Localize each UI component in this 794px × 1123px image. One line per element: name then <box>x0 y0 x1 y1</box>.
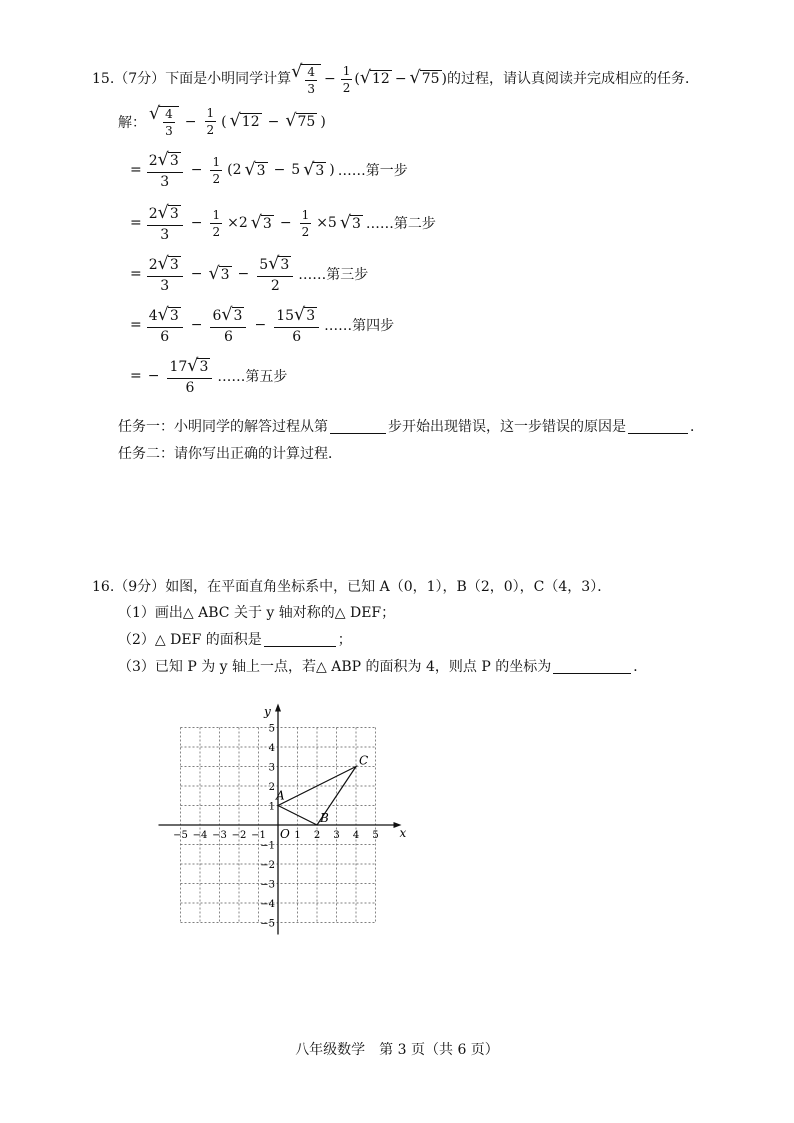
q15-solution-label: 解： <box>118 114 146 131</box>
q16-part-1: （1）画出△ ABC 关于 y 轴对称的△ DEF； <box>118 605 396 621</box>
q15-step-3: = 2 √ 3 3 − √ 3 − 5 √ 3 2 ……第三步 <box>130 254 369 294</box>
y-tick-label: 1 <box>268 801 275 813</box>
q15-step-3-label: ……第三步 <box>298 267 369 284</box>
y-tick-label: 2 <box>268 782 275 793</box>
q15-intro-tail: 的过程，请认真阅读并完成相应的任务． <box>447 71 699 87</box>
q15-solution-line: 解： √ $\frac{4}{3}$ − $\frac{1}{2}$ ( √ 12 − √ 75 ) <box>118 104 326 138</box>
x-tick-label: −3 <box>212 830 227 841</box>
point-label-c: C <box>359 753 369 768</box>
point-label-a: A <box>276 788 285 803</box>
y-tick-label: −4 <box>260 899 275 910</box>
x-tick-label: 2 <box>313 830 321 841</box>
y-tick-label: −1 <box>260 840 275 852</box>
q16-part-2-end: ； <box>337 632 352 648</box>
x-tick-label: −4 <box>192 830 208 841</box>
x-tick-label: 3 <box>333 830 340 841</box>
graph-axes <box>159 704 402 935</box>
q16-part-3-end: ． <box>633 659 648 675</box>
q15-step-5: = − 17 √ 3 6 ……第五步 <box>130 356 288 396</box>
y-axis-label: y <box>264 704 271 719</box>
q15-step-4: = 4 √ 3 6 − 6 √ 3 6 − 15 √ 3 6 ……第四步 <box>130 305 395 345</box>
q15-number: 15. <box>92 71 115 87</box>
y-tick-label: 4 <box>268 743 275 754</box>
q15-task-1-blank-step[interactable] <box>330 433 386 434</box>
q15-task-1 <box>118 420 704 434</box>
y-tick-label: −3 <box>260 879 275 891</box>
q15-expression: √ $\frac{4}{3}$ − $\frac{1}{2}$ ( √ 12 − √ 75 ) <box>291 61 447 96</box>
q16-score: （9分） <box>114 579 166 595</box>
q15-task-1-end: ． <box>690 419 704 435</box>
q16-stem <box>92 580 611 594</box>
q15-task-1-mid: 步开始出现错误，这一步错误的原因是 <box>388 419 626 435</box>
q15-stem <box>92 61 699 96</box>
q16-part-2 <box>118 633 352 647</box>
q16-part-3 <box>118 660 647 674</box>
x-tick-label: −1 <box>251 830 266 841</box>
q15-task-2: 任务二：请你写出正确的计算过程． <box>118 446 342 462</box>
y-tick-label: 3 <box>268 762 275 774</box>
q16-part-3-prefix: （3）已知 P 为 y 轴上一点，若△ ABP 的面积为 4，则点 P 的坐标为 <box>118 659 552 675</box>
q16-number: 16. <box>92 579 115 595</box>
q15-step-4-label: ……第四步 <box>324 318 395 335</box>
y-tick-label: −5 <box>260 918 275 930</box>
y-tick-label: −2 <box>260 860 275 871</box>
point-label-b: B <box>320 811 329 825</box>
q15-intro: 下面是小明同学计算 <box>165 71 292 87</box>
page-footer: 八年级数学 第 3 页（共 6 页） <box>295 1042 499 1058</box>
x-tick-label: −5 <box>173 830 188 841</box>
q15-step-5-label: ……第五步 <box>217 369 288 386</box>
origin-label: O <box>280 827 290 841</box>
x-tick-label: 4 <box>352 830 360 841</box>
q16-part-3-blank[interactable] <box>553 673 631 674</box>
x-tick-label: −2 <box>231 830 247 841</box>
q15-step-1: = 2 √ 3 3 − $\frac{1}{2}$ (2 √ 3 − 5 √ 3 ) ……第一步 <box>130 150 408 190</box>
q15-step-2: = 2 √ 3 3 − $\frac{1}{2}$ ×2 √ 3 − $\frac{1}{2}$ ×5 √ 3 ……第二步 <box>130 203 436 243</box>
q16-part-2-blank[interactable] <box>264 646 336 647</box>
q15-task-1-blank-reason[interactable] <box>628 433 688 434</box>
q15-task-1-prefix: 任务一：小明同学的解答过程从第 <box>118 419 328 435</box>
triangle-abc <box>275 754 368 826</box>
y-tick-label: 5 <box>268 723 275 735</box>
y-axis-arrow-icon <box>275 704 281 712</box>
q15-step-1-label: ……第一步 <box>337 163 408 180</box>
q16-stem-text: 如图，在平面直角坐标系中，已知 A（0，1），B（2，0），C（4，3）． <box>165 579 612 595</box>
x-axis-label: x <box>399 826 407 840</box>
graph-tick-labels <box>173 724 379 930</box>
q15-step-2-label: ……第二步 <box>365 216 436 233</box>
x-tick-label: 5 <box>372 830 379 841</box>
q15-score: （7分） <box>114 71 166 87</box>
x-tick-label: 1 <box>294 830 301 841</box>
q16-part-2-prefix: （2）△ DEF 的面积是 <box>118 632 262 648</box>
coordinate-graph <box>150 700 410 940</box>
